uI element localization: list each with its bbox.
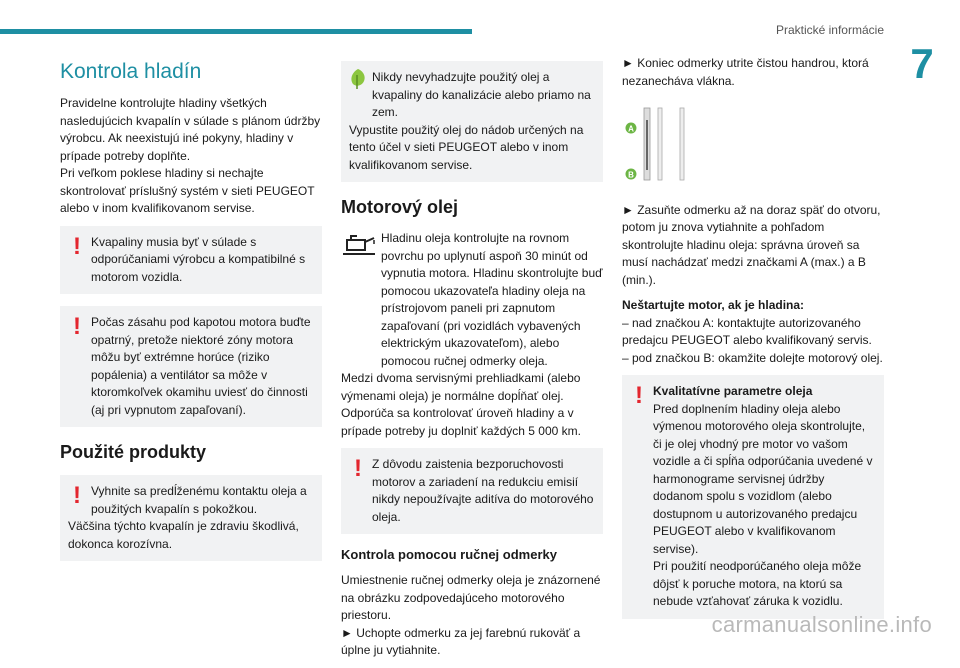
dipstick-figure [622,106,702,182]
warning-icon: ! [73,482,81,509]
column-3 [622,55,884,631]
column-2 [341,55,603,668]
oil-can-icon [341,230,377,258]
eco-box: Nikdy nevyhadzujte použitý olej a kvapaliny do kanalizácie alebo priamo na zem. Vypustite použitý olej do nádob určených na tento účel v sieti PEUGEOT alebo v inom kvalifikovanom servise. [341,61,603,182]
warning-box-fluids: ! Kvapaliny musia byť v súlade s odporúčaniami výrobcu a kompatibilné s motorom vozidla. [60,226,322,295]
column-1 [60,55,322,573]
oil-text: Hladinu oleja kontrolujte na rovnom povrchu po uplynutí aspoň 30 minút od vypnutia motora. Hladinu skontrolujte buď pomocou ukazovateľa hladiny oleja na prístrojovom paneli pri zapnutom zapaľovaní (pri vozidlách vybavených elektrickým ukazovateľom), alebo pomocou ručnej odmerky oleja. Medzi dvoma servisnými prehliadkami (alebo výmenami oleja) je normálne dopĺňať olej. Odporúča sa kontrolovať úroveň hladiny a v prípade potreby ju doplniť každých 5 000 km. [341,231,603,438]
warning-box-additives: ! Z dôvodu zaistenia bezporuchovosti motorov a zariadení na redukciu emisií nikdy nepoužívajte aditíva do motorového oleja. [341,448,603,534]
section-header: Praktické informácie [775,23,884,37]
marker-b-label: B [628,170,634,180]
leaf-icon [347,67,369,91]
warning-icon: ! [635,382,643,409]
warning-icon: ! [73,313,81,340]
section-heading-oil: Motorový olej [341,197,459,217]
warning-icon: ! [354,455,362,482]
oil-quality-box: ! Kvalitatívne parametre oleja Pred doplnením hladiny oleja alebo výmenou motorového oleja skontrolujte, či je olej vhodný pre motor vo vašom vozidle a či spĺňa odporúčania uvedené v harmonograme servisnej údržby dodanom spolu s vozidlom (alebo dostupnom u autorizovaného predajcu PEUGEOT alebo v kvalifikovanom servise). Pri použití neodporúčaného oleja môže dôjsť k poruche motora, na ktorú sa nebude vzťahovať záruka k vozidlu. [622,375,884,619]
warning-box-skin: ! Vyhnite sa predĺženému kontaktu oleja a použitých kvapalín s pokožkou. Väčšina týchto kvapalín je zdraviu škodlivá, dokonca korozívna. [60,475,322,561]
watermark: carmanualsonline.info [711,612,932,637]
step-wipe: ► Koniec odmerky utrite čistou handrou, ktorá nezanecháva vlákna. [622,56,869,88]
warning-icon: ! [73,232,81,260]
intro-text: Pravidelne kontrolujte hladiny všetkých nasledujúcich kvapalín v súlade s plánom údržby výrobcu. Ak neexistujú iné pokyny, hladiny v prípade potreby doplňte. Pri veľkom poklese hladiny si nechajte skontrolovať príslušný systém v sieti PEUGEOT alebo v inom kvalifikovanom servise. [60,96,321,215]
chapter-color-bar [0,29,472,34]
dipstick-text: Umiestnenie ručnej odmerky oleja je znázornené na obrázku zodpovedajúceho motorového priestoru. ► Uchopte odmerku za jej farebnú rukoväť a úplne ju vytiahnite. [341,573,601,657]
chapter-number: 7 [910,40,934,87]
warning-box-hot: ! Počas zásahu pod kapotou motora buďte opatrný, pretože niektoré zóny motora môžu byť extrémne horúce (riziko popálenia) a ventilátor sa môže v ktoromkoľvek okamihu uviesť do činnosti (aj pri vypnutom zapaľovaní). [60,306,322,427]
step-reinsert: ► Zasuňte odmerku až na doraz späť do otvoru, potom ju znova vytiahnite a pohľadom skontrolujte hladinu oleja: správna úroveň sa musí nachádzať medzi značkami A (max.) a B (min.). [622,202,881,287]
subheading-dipstick: Kontrola pomocou ručnej odmerky [341,547,557,562]
no-start-text: Neštartujte motor, ak je hladina: – nad značkou A: kontaktujte autorizovaného predajcu PEUGEOT alebo kvalifikovaný servis. – pod značkou B: okamžite dolejte motorový olej. [622,298,883,365]
page-title: Kontrola hladín [60,60,202,83]
section-heading-products: Použité produkty [60,442,207,462]
marker-a-label: A [628,124,634,134]
